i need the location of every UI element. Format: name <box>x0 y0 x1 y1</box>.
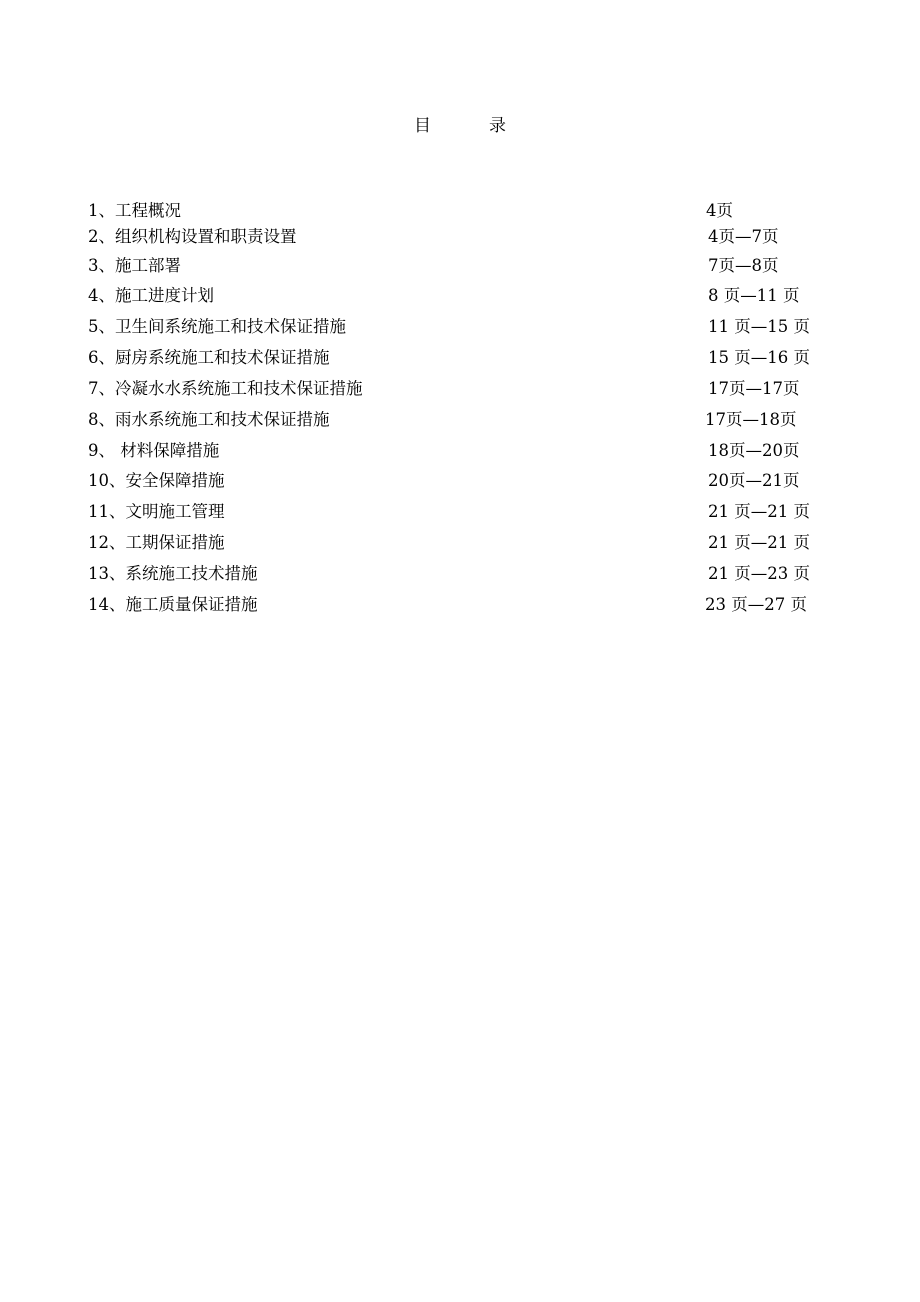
toc-entry[interactable] <box>0 315 920 339</box>
toc-entry[interactable] <box>0 408 920 432</box>
toc-entry-pages: 20页—21页 <box>708 471 800 490</box>
toc-entry-label: 2、组织机构设置和职责设置 <box>88 227 297 246</box>
toc-entry[interactable] <box>0 199 920 223</box>
toc-entry-pages: 17页—17页 <box>708 379 800 398</box>
toc-entry[interactable] <box>0 593 920 617</box>
toc-entry[interactable] <box>0 284 920 308</box>
toc-entry-label: 8、雨水系统施工和技术保证措施 <box>88 410 330 429</box>
title-char-2: 录 <box>489 116 506 136</box>
toc-entry-label: 5、卫生间系统施工和技术保证措施 <box>88 317 346 336</box>
toc-entry-pages: 7页—8页 <box>708 256 779 275</box>
toc-entry-label: 13、系统施工技术措施 <box>88 564 258 583</box>
toc-entry[interactable] <box>0 377 920 401</box>
toc-entry-label: 1、工程概况 <box>88 201 181 220</box>
toc-entry[interactable] <box>0 500 920 524</box>
toc-entry[interactable] <box>0 531 920 555</box>
toc-entry-pages: 4页—7页 <box>708 227 779 246</box>
toc-entry-pages: 21 页—21 页 <box>708 533 810 552</box>
toc-entry[interactable] <box>0 225 920 249</box>
toc-entry-pages: 23 页—27 页 <box>705 595 807 614</box>
toc-entry-pages: 21 页—23 页 <box>708 564 810 583</box>
toc-entry-label: 7、冷凝水水系统施工和技术保证措施 <box>88 379 363 398</box>
toc-entry-pages: 4页 <box>706 201 733 220</box>
toc-entry-label: 3、施工部署 <box>88 256 181 275</box>
toc-entry-pages: 11 页—15 页 <box>708 317 810 336</box>
toc-entry[interactable] <box>0 562 920 586</box>
toc-entry-pages: 18页—20页 <box>708 441 800 460</box>
toc-entry-label: 14、施工质量保证措施 <box>88 595 258 614</box>
toc-entry-pages: 15 页—16 页 <box>708 348 810 367</box>
toc-entry-pages: 21 页—21 页 <box>708 502 810 521</box>
toc-entry[interactable] <box>0 439 920 463</box>
toc-entry-label: 12、工期保证措施 <box>88 533 225 552</box>
toc-entry-label: 4、施工进度计划 <box>88 286 214 305</box>
toc-entry-label: 9、 材料保障措施 <box>88 441 220 460</box>
toc-entry[interactable] <box>0 346 920 370</box>
toc-entry-label: 11、文明施工管理 <box>88 502 225 521</box>
toc-entry-label: 6、厨房系统施工和技术保证措施 <box>88 348 330 367</box>
toc-entry[interactable] <box>0 469 920 493</box>
toc-entry-pages: 17页—18页 <box>705 410 797 429</box>
title-char-1: 目 <box>414 116 431 136</box>
toc-entry[interactable] <box>0 254 920 278</box>
toc-entry-pages: 8 页—11 页 <box>708 286 800 305</box>
toc-entry-label: 10、安全保障措施 <box>88 471 225 490</box>
